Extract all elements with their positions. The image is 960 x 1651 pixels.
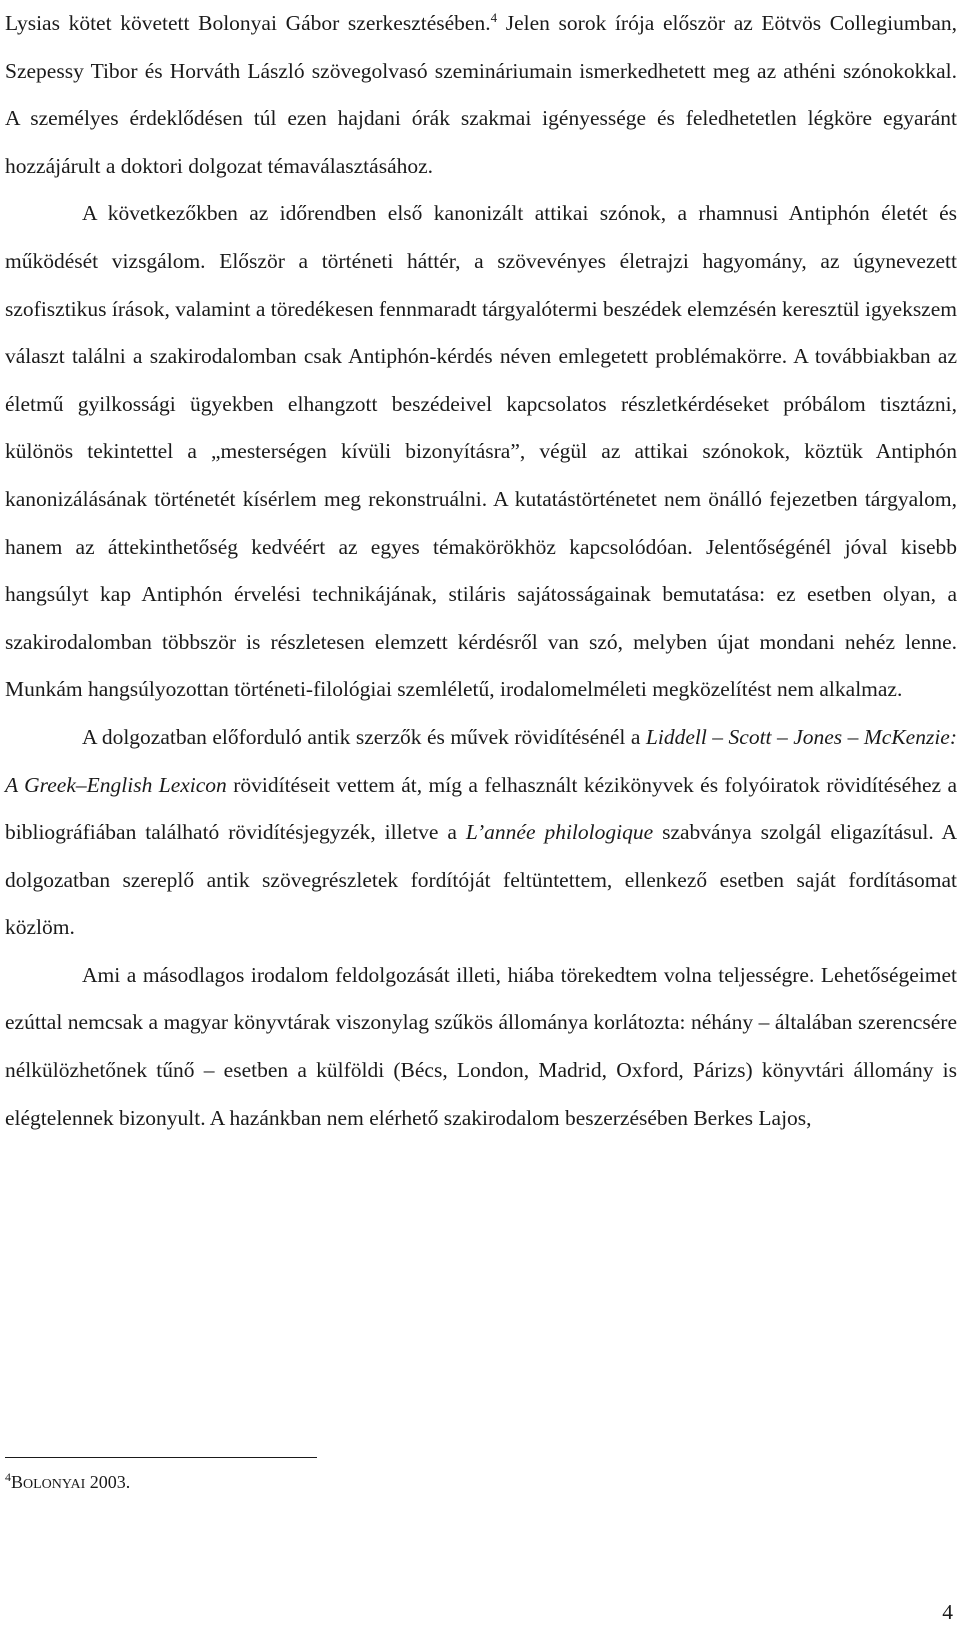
paragraph-p4	[5, 952, 957, 1142]
text-run: Ami a másodlagos irodalom feldolgozását illeti, hiába törekedtem volna teljességre. Lehetőségeimet ezúttal nemcsak a magyar könyvtárak viszonylag szűkös állománya korlátozta: néhány – általában szerencsére nélkülözhetőnek tűnő – esetben a külföldi (Bécs, London, Madrid, Oxford, Párizs) könyvtári állomány is elégtelennek bizonyult. A hazánkban nem elérhető szakirodalom beszerzésében Berkes Lajos,	[5, 962, 957, 1130]
text-run: szabványa szolgál eligazításul. A dolgozatban szereplő antik szövegrészletek fordítóját feltüntettem, ellenkező esetben saját fordításomat közlöm.	[5, 820, 957, 940]
paragraph-p1	[5, 0, 957, 190]
italic-title: Liddell – Scott – Jones – McKenzie: A Greek–English Lexicon	[5, 724, 957, 797]
footnote-reference: 4	[490, 9, 498, 25]
italic-title: L’année philologique	[465, 820, 654, 845]
text-run: Jelen sorok írója először az Eötvös Collegiumban, Szepessy Tibor és Horváth László szövegolvasó szemináriumain ismerkedhetett meg az athéni szónokokkal. A személyes érdeklődésen túl ezen hajdani órák szakmai igényessége és feledhetetlen légköre egyaránt hozzájárult a doktori dolgozat témaválasztásához.	[5, 11, 957, 178]
text-run: A dolgozatban előforduló antik szerzők és művek rövidítésénél a	[82, 724, 646, 749]
footnote-separator	[5, 1457, 317, 1458]
page-number: 4	[942, 1600, 953, 1624]
text-run: Lysias kötet követett Bolonyai Gábor szerkesztésében.	[5, 11, 491, 35]
footnote	[5, 1467, 130, 1500]
paragraph-p2	[5, 190, 957, 714]
body-text	[5, 0, 957, 1142]
text-run: A következőkben az időrendben első kanonizált attikai szónok, a rhamnusi Antiphón életét és működését vizsgálom. Először a történeti háttér, a szövevényes életrajzi hagyomány, az úgynevezett szofisztikus írások, valamint a töredékesen fennmaradt tárgyalótermi beszédek elemzésén keresztül igyekszem választ találni a szakirodalomban csak Antiphón-kérdés néven emlegetett problémakörre. A továbbiakban az életmű gyilkossági ügyekben elhangzott beszédeivel kapcsolatos részletkérdéseket próbálom tisztázni, különös tekintettel a „mesterségen kívüli bizonyításra”, végül az attikai szónokok, köztük Antiphón kanonizálásának történetét kísérlem meg rekonstruálni. A kutatástörténetet nem önálló fejezetben tárgyalom, hanem az áttekinthetőség kedvéért az egyes témakörökhöz kapcsolódóan. Jelentőségénél jóval kisebb hangsúlyt kap Antiphón érvelési technikájának, stiláris sajátosságainak bemutatása: ez esetben olyan, a szakirodalomban többször is részletesen elemzett kérdésről van szó, melyben újat mondani nehéz lenne. Munkám hangsúlyozottan történeti-filológiai szemléletű, irodalomelméleti megközelítést nem alkalmaz.	[5, 201, 957, 702]
paragraph-p3	[5, 714, 957, 952]
footnote-author: BOLONYAI	[11, 1472, 86, 1492]
footnote-number: 4	[5, 1470, 11, 1484]
text-run: rövidítéseit vettem át, míg a felhasznált kézikönyvek és folyóiratok rövidítéséhez a bibliográfiában található rövidítésjegyzék, illetve a	[5, 772, 957, 845]
footnote-year: 2003.	[85, 1472, 131, 1492]
